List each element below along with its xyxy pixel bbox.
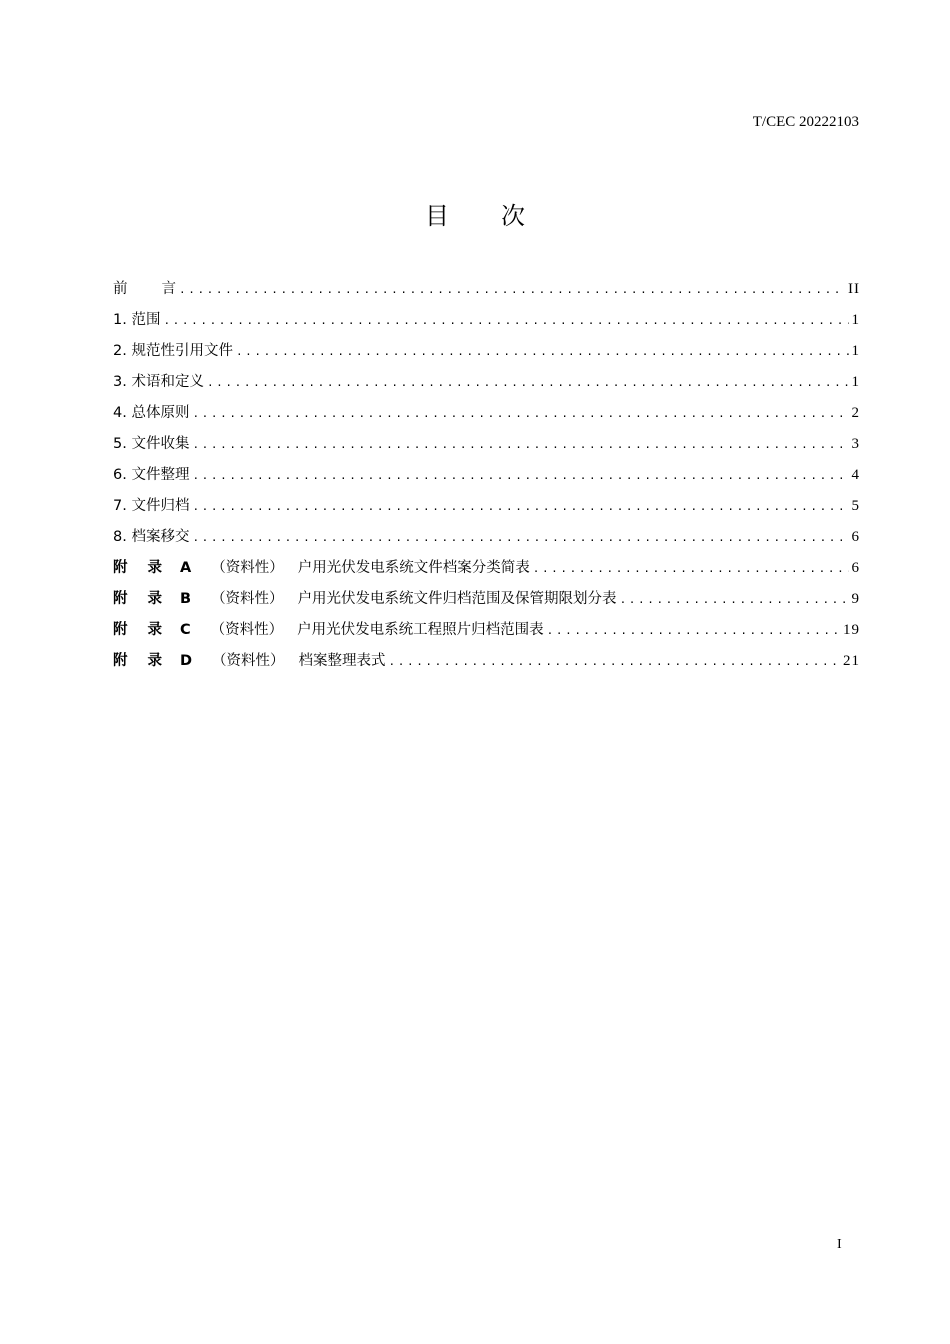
toc-entry[interactable] (113, 525, 860, 556)
toc-entry-page: 9 (851, 591, 860, 607)
toc-title (0, 196, 950, 231)
toc-entry[interactable] (113, 494, 860, 525)
toc-entry-page: 21 (843, 653, 860, 669)
toc-entry-label: 2. 规范性引用文件 (113, 343, 233, 359)
toc-appendix-entry[interactable] (113, 649, 860, 680)
document-code: T/CEC 20222103 (752, 114, 859, 130)
toc-entry-label: 8. 档案移交 (113, 529, 190, 545)
appendix-type: （资料性） (211, 560, 284, 576)
toc-appendix-entry[interactable] (113, 587, 860, 618)
toc-entry-page: 1 (851, 374, 860, 390)
appendix-title: 档案整理表式 (298, 653, 386, 669)
toc-entry-label: 6. 文件整理 (113, 467, 190, 483)
toc-entry-label: 前 言 (113, 281, 176, 297)
toc-entry-label: 1. 范围 (113, 312, 161, 328)
toc-leader-dots (207, 376, 849, 389)
toc-appendix-entry[interactable] (113, 556, 860, 587)
toc-entry-label (113, 587, 617, 608)
toc-entry-page: 1 (851, 343, 860, 359)
toc-leader-dots (192, 438, 848, 451)
toc-appendix-entry[interactable] (113, 618, 860, 649)
toc-entry-page: 4 (851, 467, 860, 483)
toc-leader-dots (533, 562, 849, 575)
appendix-title: 户用光伏发电系统工程照片归档范围表 (297, 622, 544, 638)
appendix-marker: 附 录 B (113, 591, 192, 607)
toc-entry-label: 4. 总体原则 (113, 405, 190, 421)
toc-leader-dots (547, 624, 840, 637)
toc-leader-dots (192, 407, 848, 420)
toc-entry-page: 5 (851, 498, 860, 514)
toc-entry-page: 3 (851, 436, 860, 452)
toc-entry-preface[interactable] (113, 277, 860, 308)
toc-entry-page: 2 (851, 405, 860, 421)
toc-leader-dots (192, 469, 848, 482)
toc-entry[interactable] (113, 308, 860, 339)
toc-leader-dots (163, 314, 848, 327)
appendix-type: （资料性） (210, 622, 284, 638)
toc-leader-dots (179, 283, 845, 296)
toc-entry[interactable] (113, 401, 860, 432)
toc-leader-dots (192, 500, 848, 513)
appendix-marker: 附 录 A (113, 560, 192, 576)
appendix-type: （资料性） (212, 653, 285, 669)
toc-entry-label (113, 556, 530, 577)
toc-entry-page: 19 (843, 622, 860, 638)
toc-entry-page: 6 (851, 560, 860, 576)
toc-leader-dots (620, 593, 849, 606)
page-number: I (837, 1237, 842, 1252)
toc-title-left: 目 (425, 202, 449, 230)
toc-leader-dots (236, 345, 849, 358)
toc-entry-label: 3. 术语和定义 (113, 374, 204, 390)
toc-entry-page: 1 (851, 312, 860, 328)
toc-title-right: 次 (501, 202, 525, 230)
appendix-type: （资料性） (211, 591, 284, 607)
toc-leader-dots (389, 655, 840, 668)
table-of-contents (113, 277, 860, 680)
toc-entry-label (113, 618, 544, 639)
toc-entry-page: II (848, 281, 860, 297)
toc-entry-page: 6 (851, 529, 860, 545)
appendix-marker: 附 录 C (113, 622, 191, 638)
toc-entry[interactable] (113, 370, 860, 401)
toc-entry-label: 7. 文件归档 (113, 498, 190, 514)
toc-entry[interactable] (113, 463, 860, 494)
toc-leader-dots (192, 531, 848, 544)
toc-entry-label: 5. 文件收集 (113, 436, 190, 452)
appendix-title: 户用光伏发电系统文件档案分类简表 (297, 560, 530, 576)
toc-entry[interactable] (113, 339, 860, 370)
toc-entry-label (113, 649, 386, 670)
appendix-marker: 附 录 D (113, 653, 193, 669)
appendix-title: 户用光伏发电系统文件归档范围及保管期限划分表 (297, 591, 617, 607)
toc-entry[interactable] (113, 432, 860, 463)
